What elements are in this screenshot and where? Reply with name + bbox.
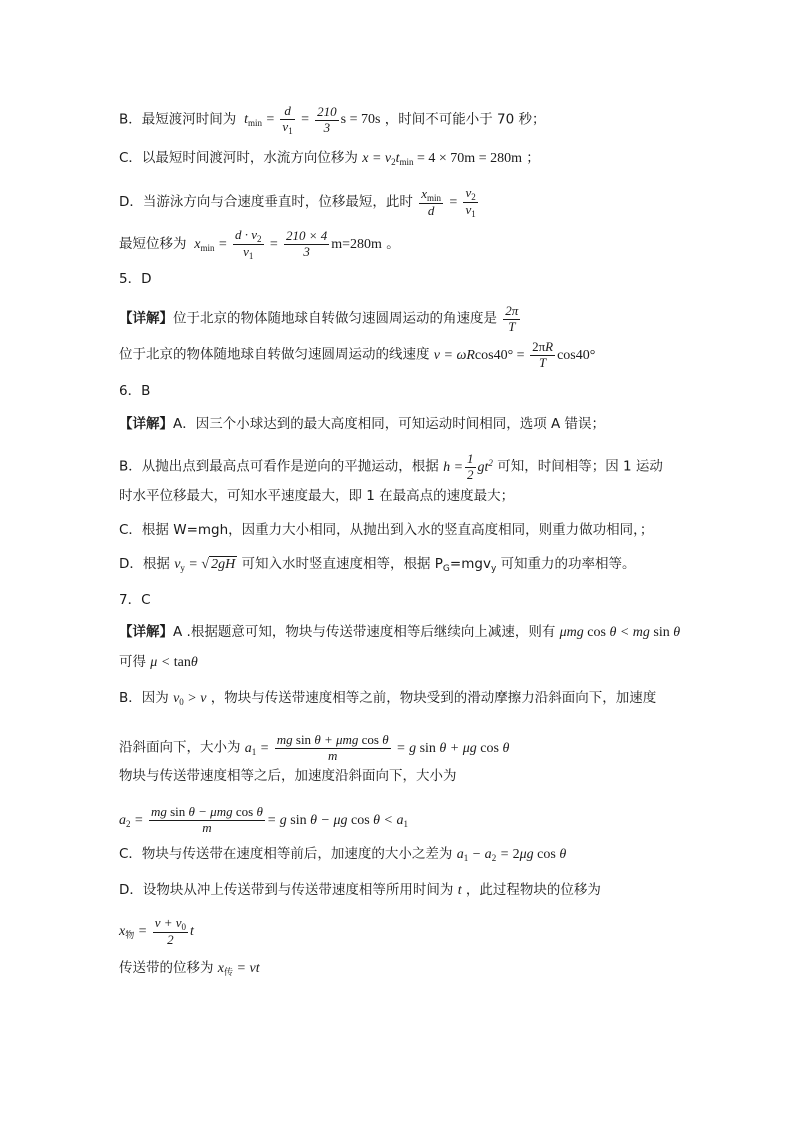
formula: t (457, 883, 462, 898)
question-6-answer: 6．B (119, 383, 151, 399)
q7-option-b-after: 物块与传送带速度相等之后，加速度沿斜面向下，大小为 (119, 768, 457, 784)
q6-option-d: D．根据 $v_y$ = √ 2gH 可知入水时竖直速度相等，根据 $P_G=mgv_y$ 可知重力的功率相等。 (119, 556, 636, 574)
text: 。 (386, 236, 400, 253)
text: C．物块与传送带在速度相等前后，加速度的大小之差为 (119, 846, 453, 862)
formula: $x_物$ = $\frac{v + v_0}{2}$ t (119, 915, 194, 948)
question-5-answer: 5．D (119, 271, 152, 287)
text: 位于北京的物体随地球自转做匀速圆周运动的角速度是 (173, 310, 497, 327)
q6-option-a (119, 418, 605, 432)
text: D．当游泳方向与合速度垂直时，位移最短，此时 (119, 194, 413, 211)
formula: $a_1$ = mg sin θ + μmg cos θ m = g sin θ + μg cos θ (244, 732, 510, 763)
q7-option-a (119, 626, 680, 640)
formula: $v_y$ = √ 2gH (174, 557, 236, 573)
option-c-line (119, 152, 540, 167)
q7-option-b-a1 (119, 733, 509, 764)
formula: μ < tanθ (150, 655, 198, 670)
text: 沿斜面向下，大小为 (119, 739, 241, 756)
q7-option-b (119, 692, 656, 707)
text: A．因三个小球达到的最大高度相同，可知运动时间相同，选项 A 错误； (173, 416, 606, 432)
text: B．从抛出点到最高点可看作是逆向的平抛运动，根据 (119, 458, 439, 475)
formula: $\frac{2\pi}{T}$ (505, 303, 519, 334)
text: 可知入水时竖直速度相等，根据 P (241, 556, 443, 572)
question-7-answer: 7．C (119, 592, 151, 608)
text: ； (526, 150, 540, 166)
option-d-line (119, 186, 480, 220)
text: B．最短渡河时间为 (119, 111, 237, 128)
option-b-line (119, 104, 546, 136)
text: 可得 (119, 654, 146, 670)
q7-option-a-result (119, 656, 198, 670)
formula: $a_2$ = mg sin θ − μmg cos θ m = g sin θ − μg $\cos \theta < a_1$ (119, 804, 408, 835)
text: =mgv (449, 556, 491, 572)
q7-option-d (119, 884, 601, 898)
text: D．设物块从冲上传送带到与传送带速度相等所用时间为 (119, 882, 454, 898)
formula: $v_0 > v$ (173, 691, 207, 707)
text: A .根据题意可知，物块与传送带速度相等后继续向上减速，则有 (173, 624, 556, 640)
shortest-displacement-line (119, 228, 400, 262)
formula: h = $\frac{1}{2}$ $gt^2$ (443, 451, 493, 482)
formula: $t_{min}$ = $\frac{d}{v_1}$ = $\frac{210}{3}$ s = 70s (240, 103, 381, 136)
text: ，物块与传送带速度相等之前，物块受到的滑动摩擦力沿斜面向下，加速度 (210, 690, 657, 706)
formula: $x_{min}$ = $\frac{d \cdot v_2}{v_1}$ = $\frac{210 \times 4}{3}$ m=280m (190, 227, 382, 262)
q7-option-c (119, 848, 566, 863)
q7-block-displacement (119, 916, 194, 948)
q6-option-b (119, 452, 663, 483)
text: 位于北京的物体随地球自转做匀速圆周运动的线速度 (119, 346, 430, 363)
text: 传送带的位移为 (119, 960, 214, 976)
text: ，此过程物块的位移为 (465, 882, 601, 898)
formula: $x_传$ = vt (217, 961, 260, 977)
q6-option-b-cont: 时水平位移最大，可知水平速度最大，即 1 在最高点的速度最大； (119, 488, 515, 504)
q6-option-c: C．根据 W=mgh，因重力大小相同，从抛出到入水的竖直高度相同，则重力做功相同，； (119, 522, 654, 538)
q7-belt-displacement (119, 962, 260, 977)
q5-detail-line (119, 304, 522, 335)
detail-tag: 【详解】 (119, 310, 173, 327)
detail-tag: 【详解】 (119, 416, 173, 432)
formula: μmg cos θ < mg sin θ (559, 625, 681, 640)
formula: $a_1 - a_2 = 2\mu g$ cos θ (456, 847, 567, 863)
formula: $x = v_2t_{min} = 4 \times 70m = 280m$ (362, 151, 522, 167)
text: D．根据 (119, 556, 170, 572)
formula: v = ωRcos40° = $\frac{2\pi R}{T}$ cos40° (433, 339, 596, 370)
q7-option-b-a2 (119, 805, 408, 836)
text: B．因为 (119, 690, 169, 706)
detail-tag: 【详解】 (119, 624, 173, 640)
text: ，时间不可能小于 70 秒； (384, 111, 546, 128)
q5-linear-velocity-line (119, 340, 595, 371)
text: 可知重力的功率相等。 (500, 556, 636, 572)
text: C．以最短时间渡河时，水流方向位移为 (119, 150, 358, 166)
text: 可知，时间相等；因 1 运动 (497, 458, 663, 475)
formula: $x_{min}$ d = $\frac{v_2}{v_1}$ (421, 185, 476, 220)
text: 最短位移为 (119, 236, 187, 253)
